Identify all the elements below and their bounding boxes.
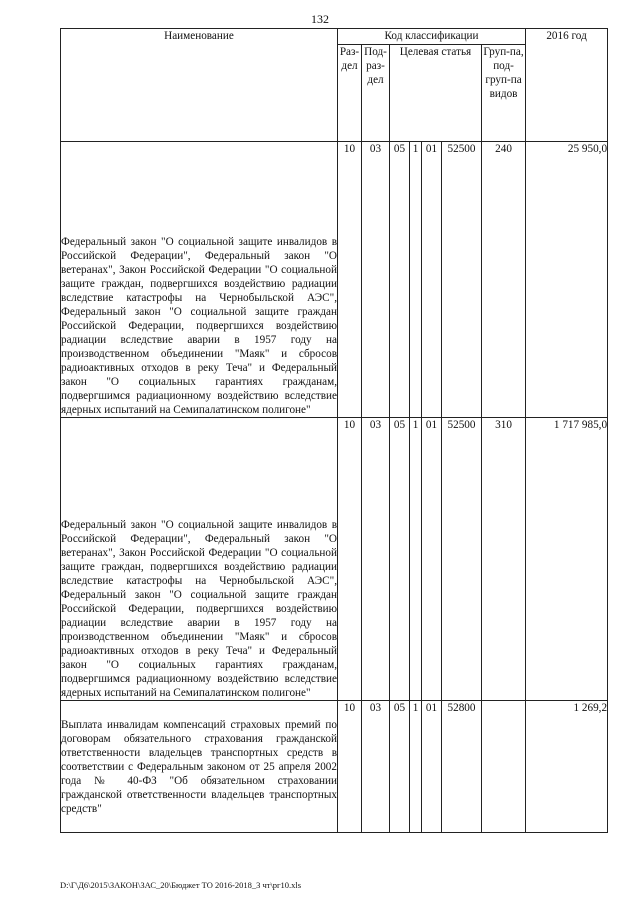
row-razdel: 10 xyxy=(338,701,362,833)
row-amount: 1 717 985,0 xyxy=(526,418,608,701)
row-name: Выплата инвалидам компенсаций страховых премий по договорам обязательного страхования гражданской ответственности владельцев транспортных средств в соответствии с Федеральным законом от 25 апреля 2002 года № 40-ФЗ "Об обязательном страховании гражданской ответственности владельцев транспортных средств" xyxy=(61,701,338,833)
row-target-event: 01 xyxy=(422,701,442,833)
table-row xyxy=(61,418,608,701)
row-podrazdel: 03 xyxy=(362,418,390,701)
header-group: Груп-па, под-груп-па видов xyxy=(482,45,526,142)
row-target-subprogram: 1 xyxy=(410,142,422,418)
header-razdel: Раз-дел xyxy=(338,45,362,142)
row-target-program: 05 xyxy=(390,701,410,833)
row-target-code: 52500 xyxy=(442,142,482,418)
header-name: Наименование xyxy=(61,29,338,142)
row-group: 240 xyxy=(482,142,526,418)
row-target-subprogram: 1 xyxy=(410,701,422,833)
row-name: Федеральный закон "О социальной защите инвалидов в Российской Федерации", Федеральный закон "О ветеранах", Закон Российской Федерации "О социальной защите граждан, подвергшихся воздействию радиации вследствие катастрофы на Чернобыльской АЭС", Федеральный закон "О социальной защите граждан Российской Федерации, подвергшихся воздействию радиации вследствие аварии в 1957 году на производственном объединении "Маяк" и сбросов радиоактивных отходов в реку Теча" и Федеральный закон "О социальных гарантиях гражданам, подвергшимся радиационному воздействию вследствие ядерных испытаний на Семипалатинском полигоне" xyxy=(61,418,338,701)
header-code: Код классификации xyxy=(338,29,526,45)
file-path-footer: D:\Г\Д6\2015\ЗАКОН\ЗАС_20\Бюджет ТО 2016-2018_3 чт\рг10.xls xyxy=(60,880,302,890)
row-target-program: 05 xyxy=(390,418,410,701)
header-podrazdel: Под-раз-дел xyxy=(362,45,390,142)
row-amount: 25 950,0 xyxy=(526,142,608,418)
table-row xyxy=(61,142,608,418)
row-target-event: 01 xyxy=(422,418,442,701)
row-razdel: 10 xyxy=(338,418,362,701)
header-year: 2016 год xyxy=(526,29,608,142)
row-podrazdel: 03 xyxy=(362,701,390,833)
row-group xyxy=(482,701,526,833)
header-row-top xyxy=(61,29,608,45)
header-target: Целевая статья xyxy=(390,45,482,142)
row-amount: 1 269,2 xyxy=(526,701,608,833)
row-target-subprogram: 1 xyxy=(410,418,422,701)
row-target-code: 52500 xyxy=(442,418,482,701)
row-group: 310 xyxy=(482,418,526,701)
row-name: Федеральный закон "О социальной защите инвалидов в Российской Федерации", Федеральный закон "О ветеранах", Закон Российской Федерации "О социальной защите граждан, подвергшихся воздействию радиации вследствие катастрофы на Чернобыльской АЭС", Федеральный закон "О социальной защите граждан Российской Федерации, подвергшихся воздействию радиации вследствие аварии в 1957 году на производственном объединении "Маяк" и сбросов радиоактивных отходов в реку Теча" и Федеральный закон "О социальных гарантиях гражданам, подвергшимся радиационному воздействию вследствие ядерных испытаний на Семипалатинском полигоне" xyxy=(61,142,338,418)
budget-table xyxy=(60,28,608,833)
page-number: 132 xyxy=(311,12,329,26)
row-target-event: 01 xyxy=(422,142,442,418)
row-podrazdel: 03 xyxy=(362,142,390,418)
table-row xyxy=(61,701,608,833)
row-razdel: 10 xyxy=(338,142,362,418)
row-target-program: 05 xyxy=(390,142,410,418)
row-target-code: 52800 xyxy=(442,701,482,833)
